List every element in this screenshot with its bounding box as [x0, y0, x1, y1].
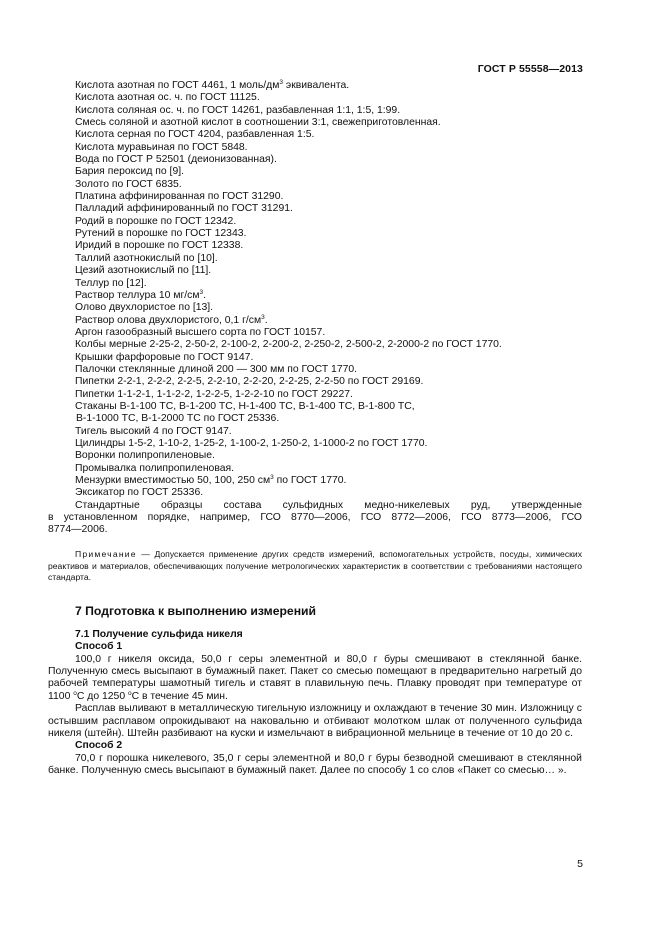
list-item: Пипетки 2-2-1, 2-2-2, 2-2-5, 2-2-10, 2-2-20, 2-2-25, 2-2-50 по ГОСТ 29169. — [75, 376, 424, 388]
list-item: Теллур по [12]. — [75, 277, 147, 289]
page-number: 5 — [577, 858, 583, 870]
list-item: Олово двухлористое по [13]. — [75, 302, 214, 314]
subsection-heading: 7.1 Получение сульфида никеля — [75, 629, 243, 641]
standards-line-1: Стандартные образцы состава сульфидных медно-никелевых руд, утвержденные — [75, 499, 582, 511]
page-content — [48, 80, 582, 777]
list-item: Палладий аффинированный по ГОСТ 31291. — [75, 203, 293, 215]
list-item: Иридий в порошке по ГОСТ 12338. — [75, 240, 244, 252]
list-item: Мензурки вместимостью 50, 100, 250 $см^3$ по ГОСТ 1770. — [75, 474, 347, 486]
method-heading: Способ 2 — [75, 740, 123, 752]
list-item: Кислота азотная ос. ч. по ГОСТ 11125. — [75, 92, 260, 104]
note-label: Примечание — [75, 548, 137, 559]
list-item: Золото по ГОСТ 6835. — [75, 178, 182, 190]
equipment-list — [48, 80, 582, 500]
list-item: Стаканы В-1-100 ТС, В-1-200 ТС, Н-1-400 ТС, В-1-400 ТС, В-1-800 ТС, — [75, 400, 415, 412]
list-item: Бария пероксид по [9]. — [75, 166, 185, 178]
section-heading: 7 Подготовка к выполнению измерений — [75, 604, 317, 619]
note-text: — Допускается применение других средств измерений, вспомогательных устройств, посуды, химических реактивов и материалов, обеспечивающих получение метрологических характеристик в соответствии с требованиями настоящего стандарта. — [48, 548, 582, 583]
list-item: Вода по ГОСТ Р 52501 (деионизованная). — [75, 154, 277, 166]
list-item: Таллий азотнокислый по [10]. — [75, 252, 218, 264]
list-item: Аргон газообразный высшего сорта по ГОСТ 10157. — [75, 326, 326, 338]
paragraph-method1: 100,0 г никеля оксида, 50,0 г серы элементной и 80,0 г буры смешивают в стеклянной банке. Полученную смесь высыпают в бумажный пакет. Пакет со смесью помещают в предварительно нагретый до рабочей температуры шамотный тигель и ставят в плавильную печь. Плавку проводят при температуре от 1100 $^о$С до 1250 $^о$С в течение 45 мин. — [48, 653, 582, 702]
list-item: Колбы мерные 2-25-2, 2-50-2, 2-100-2, 2-200-2, 2-250-2, 2-500-2, 2-2000-2 по ГОСТ 1770. — [75, 339, 502, 351]
list-item: Родий в порошке по ГОСТ 12342. — [75, 215, 237, 227]
list-item: Смесь соляной и азотной кислот в соотношении 3:1, свежеприготовленная. — [75, 117, 441, 129]
list-item: Кислота азотная по ГОСТ 4461, 1 моль/$дм^3$ эквивалента. — [75, 79, 350, 91]
list-item: Раствор теллура 10 $мг/см^3$. — [75, 288, 207, 301]
list-item: Кислота муравьиная по ГОСТ 5848. — [75, 141, 248, 153]
paragraph-method2: 70,0 г порошка никелевого, 35,0 г серы элементной и 80,0 г буры безводной смешивают в стеклянной банке. Полученную смесь высыпают в бумажный пакет. Далее по способу 1 со слов «Пакет со смесью… ». — [48, 752, 582, 776]
list-item: Цилиндры 1-5-2, 1-10-2, 1-25-2, 1-100-2, 1-250-2, 1-1000-2 по ГОСТ 1770. — [75, 437, 428, 449]
list-item: Эксикатор по ГОСТ 25336. — [75, 487, 204, 499]
list-item: Пипетки 1-1-2-1, 1-1-2-2, 1-2-2-5, 1-2-2-10 по ГОСТ 29227. — [75, 388, 353, 400]
method-heading: Способ 1 — [75, 641, 123, 653]
note-paragraph — [48, 549, 582, 584]
list-item: Цезий азотнокислый по [11]. — [75, 265, 212, 277]
list-item: Воронки полипропиленовые. — [75, 450, 215, 462]
list-item: Тигель высокий 4 по ГОСТ 9147. — [75, 425, 232, 437]
list-item: Промывалка полипропиленовая. — [75, 462, 235, 474]
list-item: Кислота серная по ГОСТ 4204, разбавленная 1:5. — [75, 129, 315, 141]
document-code: ГОСТ Р 55558—2013 — [477, 63, 583, 75]
list-item-continuation: В-1-1000 ТС, В-1-2000 ТС по ГОСТ 25336. — [76, 413, 280, 425]
list-item: Раствор олова двухлористого, 0,1 $г/см^3$. — [75, 313, 268, 326]
paragraph-melt: Расплав выливают в металлическую тигельную изложницу и охлаждают в течение 30 мин. Изложницу с остывшим расплавом опрокидывают на наковальню и отбивают молотком шлак от полученного сульфида никеля (штейн). Штейн разбивают на куски и измельчают в вибрационной мельнице в течение от 10 до 20 с. — [48, 703, 582, 739]
list-item: Кислота соляная ос. ч. по ГОСТ 14261, разбавленная 1:1, 1:5, 1:99. — [75, 104, 401, 116]
list-item: Рутений в порошке по ГОСТ 12343. — [75, 228, 247, 240]
standards-line-3: 8774—2006. — [48, 524, 108, 536]
list-item: Крышки фарфоровые по ГОСТ 9147. — [75, 351, 254, 363]
standards-line-2: в установленном порядке, например, ГСО 8770—2006, ГСО 8772—2006, ГСО 8773—2006, ГСО — [48, 512, 582, 524]
list-item: Платина аффинированная по ГОСТ 31290. — [75, 191, 284, 203]
list-item: Палочки стеклянные длиной 200 — 300 мм по ГОСТ 1770. — [75, 363, 358, 375]
